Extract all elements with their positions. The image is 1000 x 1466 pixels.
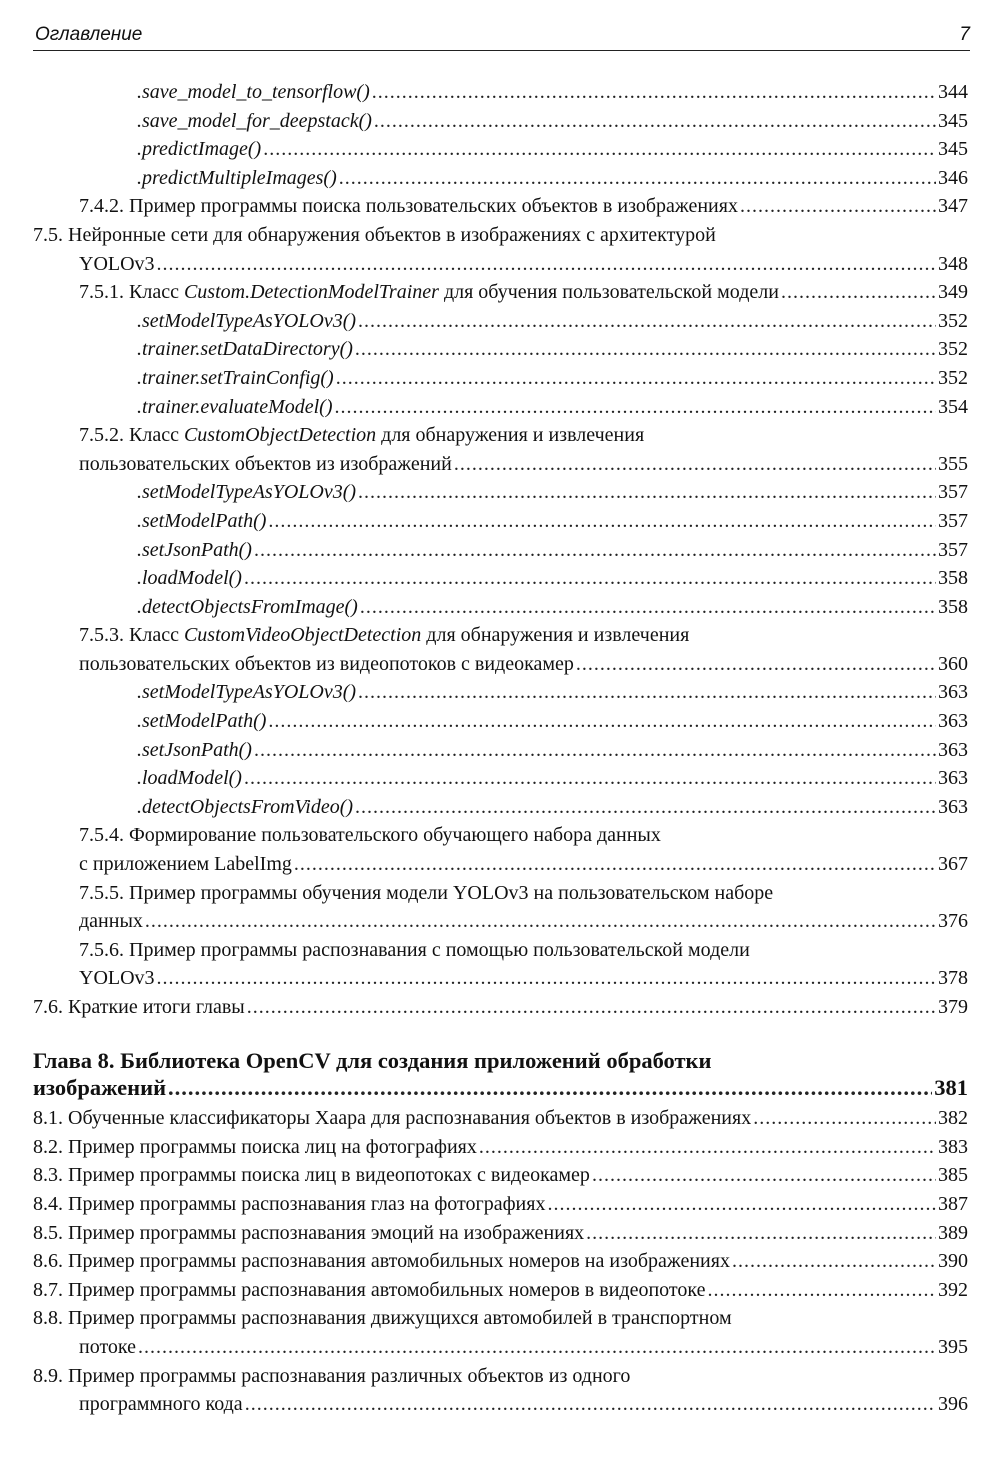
dot-leader (335, 393, 937, 422)
toc-entry-title-line1: 7.5. Нейронные сети для обнаружения объектов в изображениях с архитектурой (33, 223, 716, 246)
toc-entry-title: 8.1. Обученные классификаторы Хаара для распознавания объектов в изображениях (33, 1107, 752, 1130)
toc-entry-line (33, 1074, 968, 1104)
toc-entry-title-rest: для обучения пользовательской модели (438, 281, 779, 304)
toc-entry[interactable] (33, 593, 968, 622)
header-section-title: Оглавление (35, 24, 143, 45)
toc-page-number: 344 (938, 81, 968, 103)
toc-entry[interactable] (33, 307, 968, 336)
toc-entry-title: .trainer.setTrainConfig() (137, 366, 334, 389)
toc-page-number: 358 (938, 567, 968, 590)
toc-entry-title: .setJsonPath() (137, 738, 252, 761)
toc-entry-line (79, 450, 968, 479)
dot-leader (360, 593, 936, 622)
toc-entry[interactable] (33, 1247, 968, 1276)
toc-entry-line (33, 1333, 968, 1362)
toc-entry-title: потоке (79, 1335, 137, 1358)
toc-entry-line (137, 364, 968, 393)
toc-page-number: 345 (938, 109, 968, 132)
toc-page-number: 348 (938, 252, 968, 275)
toc-page-number: 387 (938, 1192, 968, 1215)
dot-leader (781, 278, 936, 307)
dot-leader (263, 135, 936, 164)
toc-entry-title: пользовательских объектов из изображений (79, 452, 452, 475)
toc-entry-title: .setJsonPath() (137, 538, 252, 561)
toc-entry-number: 7.5.3. Класс (79, 624, 184, 647)
toc-page-number: 363 (938, 738, 968, 761)
toc-page-number: 352 (938, 366, 968, 389)
dot-leader (157, 250, 936, 279)
toc-entry-line (33, 1161, 968, 1190)
toc-entry-line (33, 250, 968, 279)
toc-entry-title: .setModelPath() (137, 710, 267, 733)
toc-page-number: 385 (938, 1164, 968, 1187)
toc-entry-line (137, 107, 968, 136)
toc-entry-number: 7.5.1. Класс (79, 281, 184, 304)
toc-entry-line (137, 307, 968, 336)
dot-leader (157, 964, 936, 993)
toc-entry-title: 8.2. Пример программы поиска лиц на фотографиях (33, 1135, 477, 1158)
toc-entry-title: .detectObjectsFromVideo() (137, 795, 354, 818)
toc-entry[interactable] (33, 821, 968, 878)
toc-entry[interactable] (33, 421, 968, 478)
toc-entry-line (33, 1190, 968, 1219)
toc-entry-line (79, 850, 968, 879)
toc-entry-line (137, 736, 968, 765)
toc-entry-line (33, 1219, 968, 1248)
toc-entry-title: .setModelTypeAsYOLOv3() (137, 309, 357, 332)
toc-entry-line (137, 507, 968, 536)
toc-entry-line (33, 1247, 968, 1276)
toc-page-number: 363 (938, 767, 968, 790)
toc-entry-title: 7.4.2. Пример программы поиска пользовательских объектов в изображениях (79, 195, 738, 218)
toc-entry-title: изображений (33, 1075, 167, 1101)
toc-entry-title: YOLOv3 (79, 252, 155, 275)
dot-leader (374, 107, 936, 136)
dot-leader (268, 707, 936, 736)
toc-entry-line (137, 764, 968, 793)
toc-entry-title: .setModelTypeAsYOLOv3() (137, 681, 357, 704)
toc-entry-line (137, 536, 968, 565)
toc-page-number: 396 (938, 1393, 968, 1416)
toc-entry[interactable] (33, 736, 968, 765)
dot-leader (592, 1161, 936, 1190)
dot-leader (740, 192, 936, 221)
toc-entry[interactable] (33, 221, 968, 278)
toc-entry-title: .loadModel() (137, 767, 242, 790)
toc-page-number: 390 (938, 1250, 968, 1273)
toc-page-number: 345 (938, 138, 968, 161)
toc-entry-line (137, 135, 968, 164)
dot-leader (355, 335, 936, 364)
toc-entry[interactable] (33, 993, 968, 1022)
dot-leader (586, 1219, 936, 1248)
toc-entry-title: 8.7. Пример программы распознавания автомобильных номеров в видеопотоке (33, 1278, 706, 1301)
toc-entry-title: с приложением LabelImg (79, 853, 292, 876)
toc-page-number: 346 (938, 166, 968, 189)
toc-page-number: 395 (938, 1335, 968, 1358)
toc-entry-title: 7.6. Краткие итоги главы (33, 996, 245, 1018)
dot-leader (358, 678, 936, 707)
dot-leader (355, 793, 936, 822)
toc-entry-class-name: Custom.DetectionModelTrainer (183, 281, 439, 304)
toc-entry-title-line1: 8.9. Пример программы распознавания различных объектов из одного (33, 1364, 631, 1387)
toc-entry[interactable] (33, 164, 968, 193)
dot-leader (358, 478, 936, 507)
toc-entry-line (137, 678, 968, 707)
dot-leader (336, 364, 936, 393)
toc-entry[interactable] (33, 393, 968, 422)
toc-page-number: 379 (938, 996, 968, 1018)
toc-entry-title-rest: для обнаружения и извлечения (421, 624, 690, 647)
toc-entry[interactable] (33, 335, 968, 364)
dot-leader (138, 1333, 936, 1362)
toc-chapter-entry[interactable] (33, 1046, 968, 1105)
toc-page-number: 378 (938, 967, 968, 990)
dot-leader (479, 1133, 936, 1162)
toc-entry-line (33, 1133, 968, 1162)
toc-entry[interactable] (33, 536, 968, 565)
dot-leader (753, 1104, 936, 1133)
toc-entry[interactable] (33, 793, 968, 822)
toc-entry-title: .save_model_for_deepstack() (137, 109, 372, 132)
toc-entry-line (79, 650, 968, 679)
toc-entry-title: .save_model_to_tensorflow() (137, 81, 370, 103)
toc-entry[interactable] (33, 1304, 968, 1361)
toc-entry[interactable] (33, 621, 968, 678)
toc-entry-title: 8.5. Пример программы распознавания эмоций на изображениях (33, 1221, 585, 1244)
toc-entry-line (137, 164, 968, 193)
running-header (33, 22, 970, 51)
header-page-number: 7 (959, 24, 970, 45)
toc-entry-class-name: CustomVideoObjectDetection (183, 624, 422, 647)
toc-page-number: 357 (938, 538, 968, 561)
toc-page-number: 381 (934, 1075, 968, 1101)
toc-page-number: 363 (938, 681, 968, 704)
toc-entry[interactable] (33, 278, 968, 307)
toc-entry-line (137, 564, 968, 593)
toc-entry-title: 8.4. Пример программы распознавания глаз на фотографиях (33, 1192, 546, 1215)
table-of-contents (33, 78, 968, 1419)
dot-leader (454, 450, 936, 479)
toc-entry-title: программного кода (79, 1393, 243, 1416)
toc-entry[interactable] (33, 707, 968, 736)
toc-entry[interactable] (33, 564, 968, 593)
toc-page-number: 382 (938, 1107, 968, 1130)
dot-leader (707, 1276, 936, 1305)
toc-entry-line (137, 707, 968, 736)
toc-entry-line (79, 278, 968, 307)
toc-entry-title: .loadModel() (137, 567, 242, 590)
toc-entry[interactable] (33, 1133, 968, 1162)
toc-entry[interactable] (33, 135, 968, 164)
toc-entry[interactable] (33, 507, 968, 536)
toc-entry[interactable] (33, 936, 968, 993)
toc-entry-title: .trainer.evaluateModel() (137, 395, 333, 418)
toc-entry-title: .predictImage() (137, 138, 262, 161)
toc-entry-title: YOLOv3 (79, 967, 155, 990)
dot-leader (339, 164, 936, 193)
toc-page-number: 354 (938, 395, 968, 418)
toc-entry[interactable] (33, 78, 968, 107)
toc-entry[interactable] (33, 1161, 968, 1190)
toc-entry[interactable] (33, 1104, 968, 1133)
toc-page-number: 363 (938, 710, 968, 733)
toc-entry-title-line1: 7.5.4. Формирование пользовательского обучающего набора данных (79, 824, 661, 847)
toc-entry-line (33, 1276, 968, 1305)
toc-entry-title-line1: 8.8. Пример программы распознавания движущихся автомобилей в транспортном (33, 1307, 732, 1330)
dot-leader (254, 736, 936, 765)
toc-page-number: 349 (938, 281, 968, 304)
dot-leader (247, 993, 936, 1022)
toc-entry-number: 7.5.2. Класс (79, 424, 184, 447)
toc-entry[interactable] (33, 364, 968, 393)
toc-entry-line (137, 593, 968, 622)
toc-entry-title: 8.3. Пример программы поиска лиц в видеопотоках с видеокамер (33, 1164, 590, 1187)
dot-leader (244, 764, 936, 793)
dot-leader (372, 78, 936, 107)
dot-leader (732, 1247, 936, 1276)
toc-entry[interactable] (33, 192, 968, 221)
toc-page-number: 360 (938, 652, 968, 675)
toc-entry-title-line1 (79, 621, 968, 650)
toc-entry[interactable] (33, 678, 968, 707)
toc-page-number: 389 (938, 1221, 968, 1244)
toc-page-number: 352 (938, 338, 968, 361)
toc-entry-line (137, 793, 968, 822)
toc-entry-line (79, 192, 968, 221)
toc-entry-line (137, 335, 968, 364)
dot-leader (294, 850, 936, 879)
toc-entry-title: .setModelPath() (137, 509, 267, 532)
toc-entry-line (137, 478, 968, 507)
toc-entry[interactable] (33, 1219, 968, 1248)
toc-entry-title-line1: 7.5.5. Пример программы обучения модели YOLOv3 на пользовательском наборе (79, 881, 774, 904)
toc-entry-title-line1: Глава 8. Библиотека OpenCV для создания приложений обработки (33, 1047, 712, 1073)
toc-page-number: 355 (938, 452, 968, 475)
toc-entry-title: пользовательских объектов из видеопотоков с видеокамер (79, 652, 574, 675)
dot-leader (245, 1390, 936, 1419)
toc-entry-title-rest: для обнаружения и извлечения (376, 424, 645, 447)
section-gap (33, 1022, 968, 1046)
toc-entry-title: .detectObjectsFromImage() (137, 595, 358, 618)
dot-leader (268, 507, 936, 536)
toc-entry-title: .predictMultipleImages() (137, 166, 337, 189)
toc-entry[interactable] (33, 764, 968, 793)
toc-page-number: 383 (938, 1135, 968, 1158)
toc-page-number: 392 (938, 1278, 968, 1301)
toc-page-number: 367 (938, 853, 968, 876)
toc-entry-title: .trainer.setDataDirectory() (137, 338, 353, 361)
toc-entry-title-line1: 7.5.6. Пример программы распознавания с помощью пользовательской модели (79, 938, 750, 961)
dot-leader (145, 907, 936, 936)
toc-entry-line (33, 993, 968, 1022)
toc-page-number: 347 (938, 195, 968, 218)
toc-entry[interactable] (33, 478, 968, 507)
dot-leader (244, 564, 936, 593)
toc-entry-title: .setModelTypeAsYOLOv3() (137, 481, 357, 504)
toc-entry-line (137, 78, 968, 107)
toc-page-number: 376 (938, 910, 968, 933)
dot-leader (358, 307, 936, 336)
toc-entry-line (33, 1390, 968, 1419)
toc-entry[interactable] (33, 879, 968, 936)
toc-page-number: 363 (938, 795, 968, 818)
toc-entry[interactable] (33, 1362, 968, 1419)
toc-entry-line (79, 907, 968, 936)
toc-entry-line (33, 1104, 968, 1133)
dot-leader (547, 1190, 936, 1219)
toc-entry-title: данных (79, 910, 143, 933)
toc-entry[interactable] (33, 1190, 968, 1219)
dot-leader (168, 1074, 932, 1103)
toc-entry-class-name: CustomObjectDetection (183, 424, 377, 447)
toc-entry[interactable] (33, 1276, 968, 1305)
toc-entry-title-line1 (79, 421, 968, 450)
toc-entry-title (79, 278, 779, 307)
dot-leader (576, 650, 936, 679)
toc-page-number: 352 (938, 309, 968, 332)
dot-leader (254, 536, 936, 565)
toc-entry-title: 8.6. Пример программы распознавания автомобильных номеров на изображениях (33, 1250, 730, 1273)
toc-entry[interactable] (33, 107, 968, 136)
toc-entry-line (79, 964, 968, 993)
toc-page-number: 357 (938, 509, 968, 532)
toc-page-number: 358 (938, 595, 968, 618)
toc-page-number: 357 (938, 481, 968, 504)
toc-entry-line (137, 393, 968, 422)
